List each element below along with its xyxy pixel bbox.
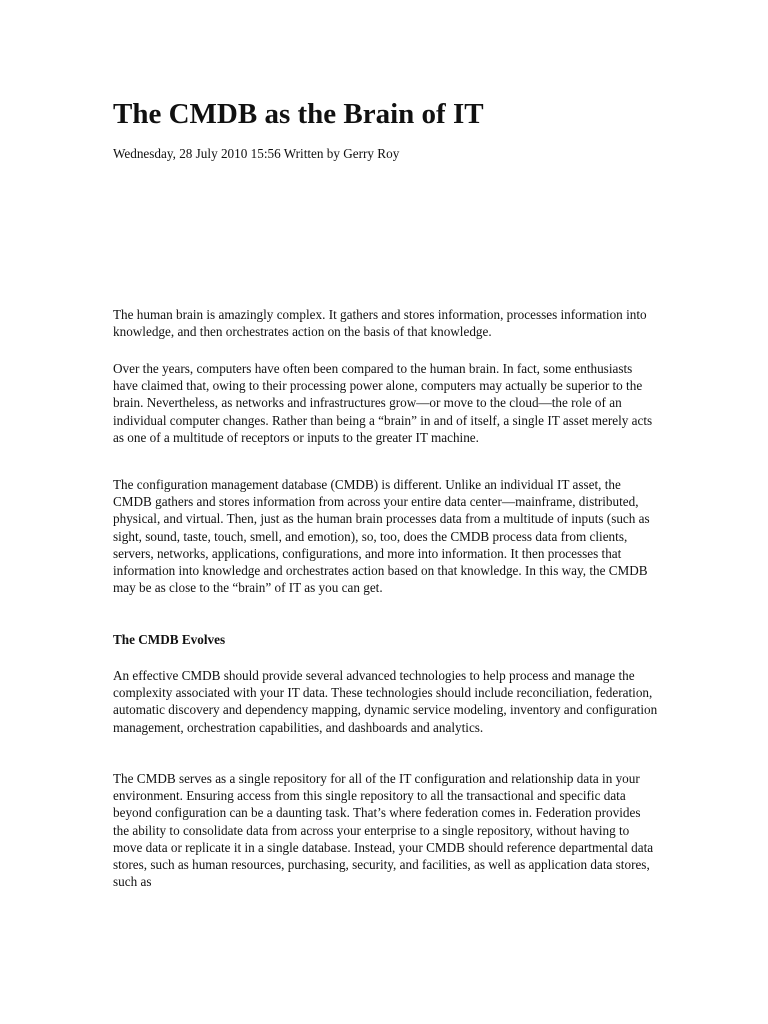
paragraph-intro: The human brain is amazingly complex. It gathers and stores information, processes information into knowledge, and then orchestrates action on the basis of that knowledge. [113,307,647,340]
section-heading-cmdb-evolves: The CMDB Evolves [113,632,226,647]
paragraph-cmdb-different: The configuration management database (CMDB) is different. Unlike an individual IT asset, the CMDB gathers and stores information from across your entire data center—mainframe, distributed, physical, and virtual. Then, just as the human brain processes data from a multitude of inputs (such as sight, sound, taste, touch, smell, and emotion), so, too, does the CMDB process data from clients, servers, networks, applications, configurations, and more into information. It then processes that information into knowledge and orchestrates action based on that knowledge. In this way, the CMDB may be as close to the “brain” of IT as you can get. [113,477,650,596]
paragraph-technologies: An effective CMDB should provide several advanced technologies to help process and manage the complexity associated with your IT data. These technologies should include reconciliation, federation, automatic discovery and dependency mapping, dynamic service modeling, inventory and configuration management, orchestration capabilities, and dashboards and analytics. [113,668,658,735]
article-meta: Wednesday, 28 July 2010 15:56 Written by Gerry Roy [113,146,400,161]
paragraph-repository: The CMDB serves as a single repository for all of the IT configuration and relationship data in your environment. Ensuring access from this single repository to all the transactional and specific data beyond configuration can be a daunting task. That’s where federation comes in. Federation provides the ability to consolidate data from across your enterprise to a single repository, without having to move data or replicate it in a single database. Instead, your CMDB should reference departmental data stores, such as human resources, purchasing, security, and facilities, as well as application data stores, such as [113,771,654,890]
paragraph-computers: Over the years, computers have often been compared to the human brain. In fact, some enthusiasts have claimed that, owing to their processing power alone, computers may actually be superior to the brain. Nevertheless, as networks and infrastructures grow—or move to the cloud—the role of an individual computer changes. Rather than being a “brain” in and of itself, a single IT asset merely acts as one of a multitude of receptors or inputs to the greater IT machine. [113,361,653,445]
article-title: The CMDB as the Brain of IT [113,98,484,130]
